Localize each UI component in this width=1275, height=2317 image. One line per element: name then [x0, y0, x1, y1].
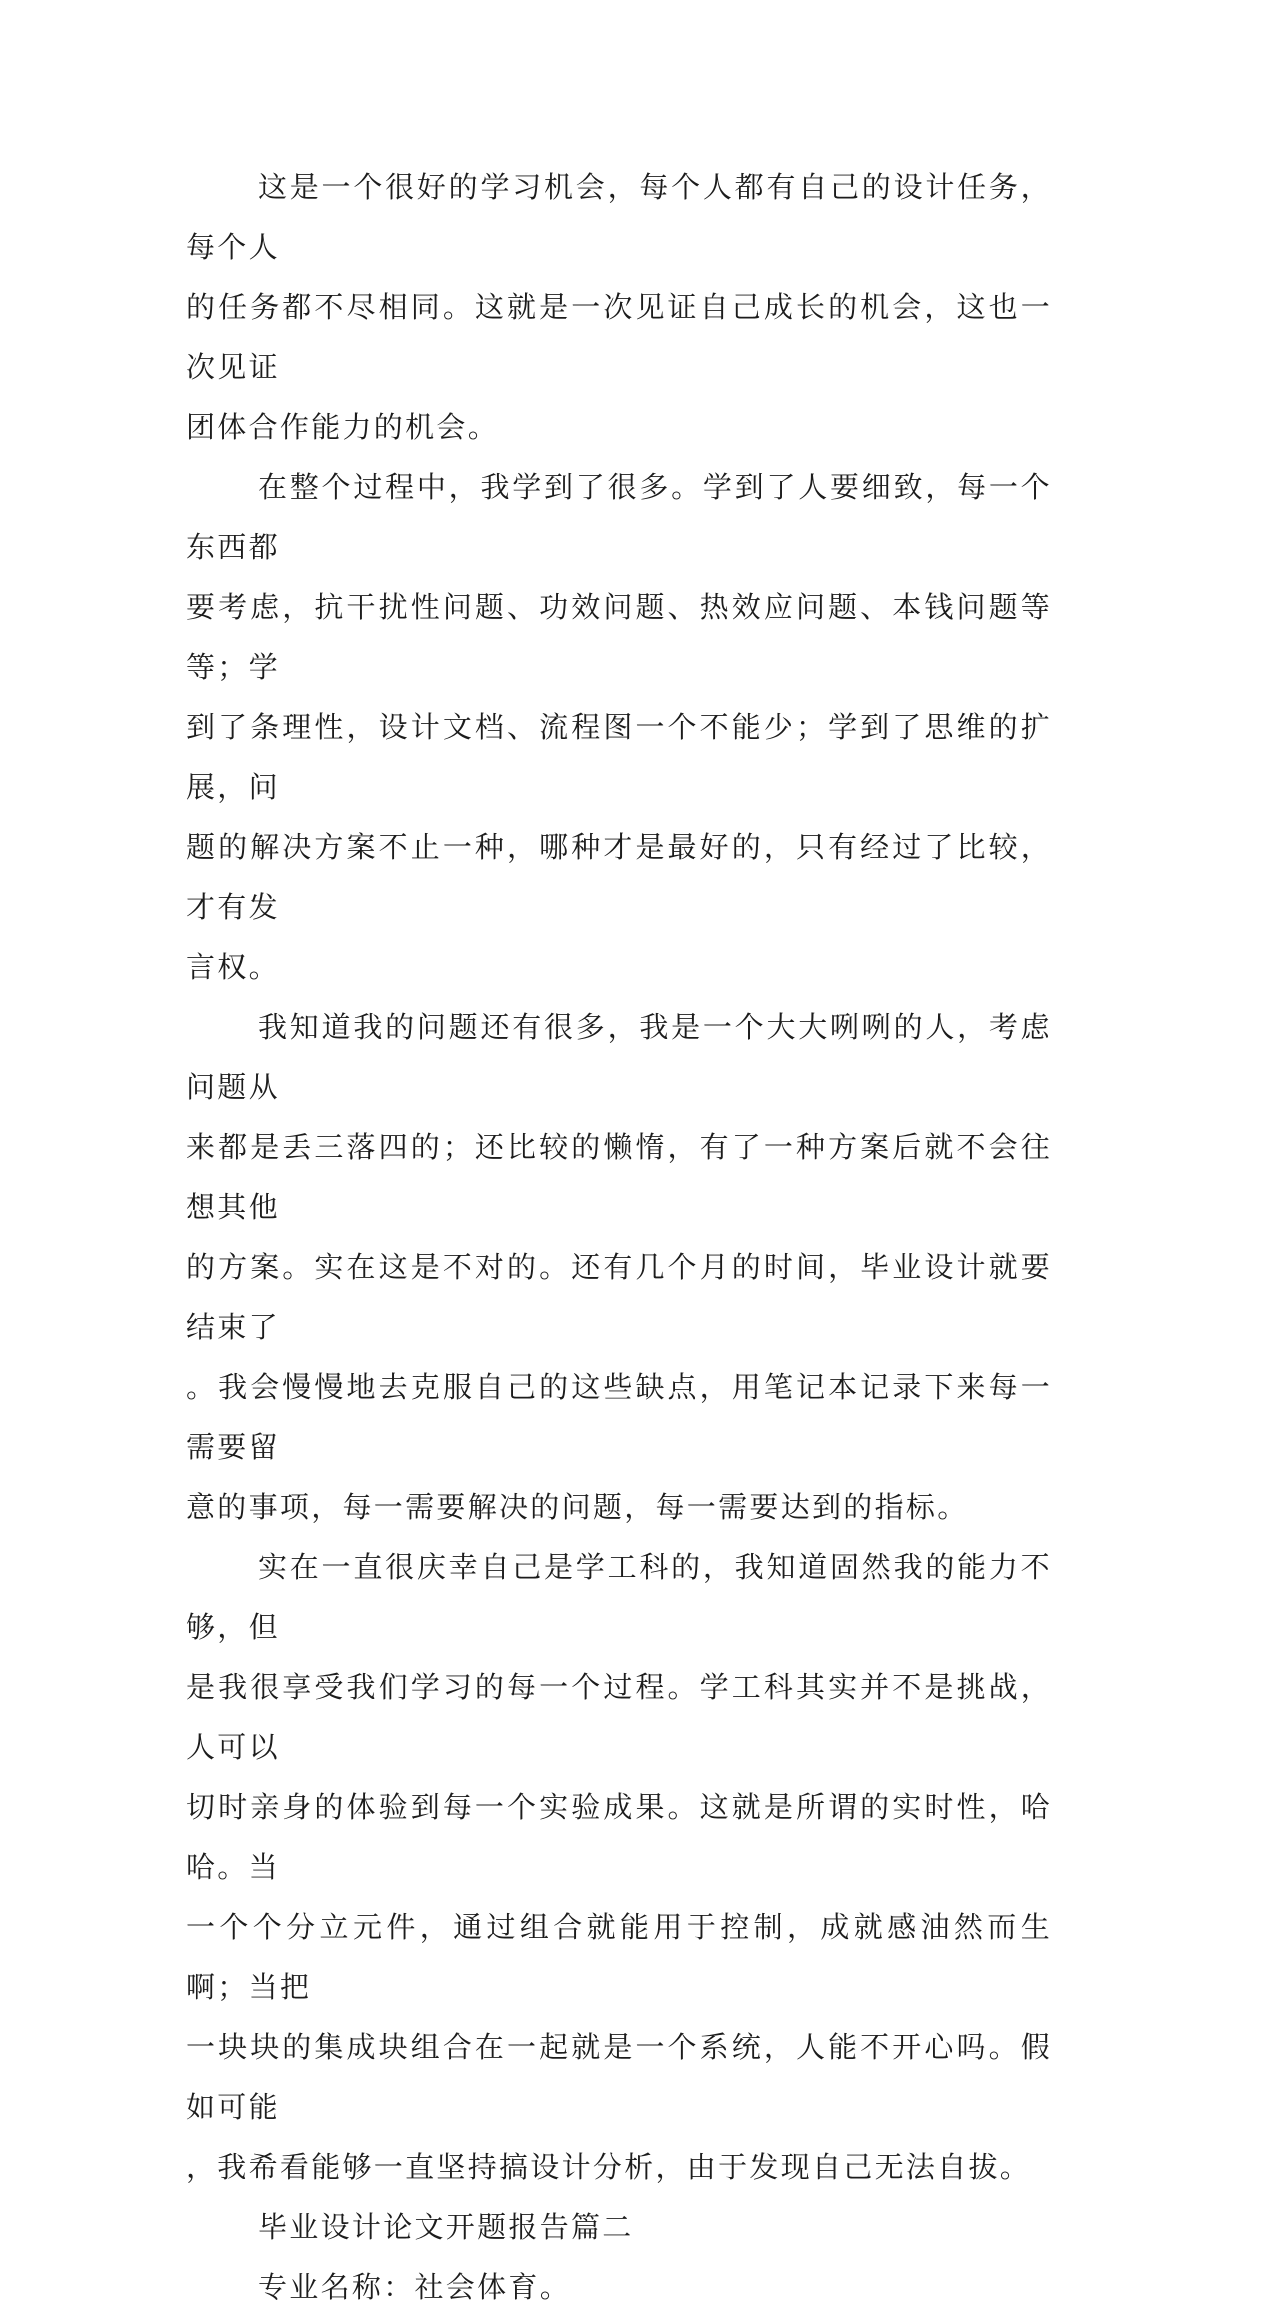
text-line: 言权。	[186, 950, 280, 984]
text-line: 一块块的集成块组合在一起就是一个系统，人能不开心吗。假如可能	[186, 2030, 1052, 2124]
text-line: ，我希看能够一直坚持搞设计分析，由于发现自己无法自拔。	[186, 2150, 1032, 2184]
section-heading	[186, 2197, 1052, 2257]
document-body	[186, 157, 1052, 2317]
text-line: 的任务都不尽相同。这就是一次见证自己成长的机会，这也一次见证	[186, 290, 1052, 384]
text-line: 要考虑，抗干扰性问题、功效问题、热效应问题、本钱问题等等；学	[186, 590, 1052, 684]
text-line: 我知道我的问题还有很多，我是一个大大咧咧的人，考虑问题从	[186, 1010, 1052, 1104]
paragraph-1	[186, 157, 1052, 457]
text-line: 在整个过程中，我学到了很多。学到了人要细致，每一个东西都	[186, 470, 1052, 564]
paragraph-2	[186, 457, 1052, 997]
section-heading-text: 毕业设计论文开题报告篇二	[258, 2210, 634, 2244]
text-line: 。我会慢慢地去克服自己的这些缺点，用笔记本记录下来每一需要留	[186, 1370, 1052, 1464]
text-line: 的方案。实在这是不对的。还有几个月的时间，毕业设计就要结束了	[186, 1250, 1052, 1344]
text-line: 是我很享受我们学习的每一个过程。学工科其实并不是挑战，人可以	[186, 1670, 1052, 1764]
text-line: 意的事项，每一需要解决的问题，每一需要达到的指标。	[186, 1490, 969, 1524]
major-name-line	[186, 2257, 1052, 2317]
text-line: 切时亲身的体验到每一个实验成果。这就是所谓的实时性，哈哈。当	[186, 1790, 1052, 1884]
text-line: 实在一直很庆幸自己是学工科的，我知道固然我的能力不够，但	[186, 1550, 1052, 1644]
text-line: 团体合作能力的机会。	[186, 410, 500, 444]
paragraph-3	[186, 997, 1052, 1537]
text-line: 题的解决方案不止一种，哪种才是最好的，只有经过了比较，才有发	[186, 830, 1052, 924]
paragraph-4	[186, 1537, 1052, 2197]
text-line: 一个个分立元件，通过组合就能用于控制，成就感油然而生啊；当把	[186, 1910, 1052, 2004]
major-name-text: 专业名称：社会体育。	[258, 2270, 572, 2304]
text-line: 这是一个很好的学习机会，每个人都有自己的设计任务，每个人	[186, 170, 1052, 264]
text-line: 到了条理性，设计文档、流程图一个不能少；学到了思维的扩展，问	[186, 710, 1052, 804]
text-line: 来都是丢三落四的；还比较的懒惰，有了一种方案后就不会往想其他	[186, 1130, 1052, 1224]
